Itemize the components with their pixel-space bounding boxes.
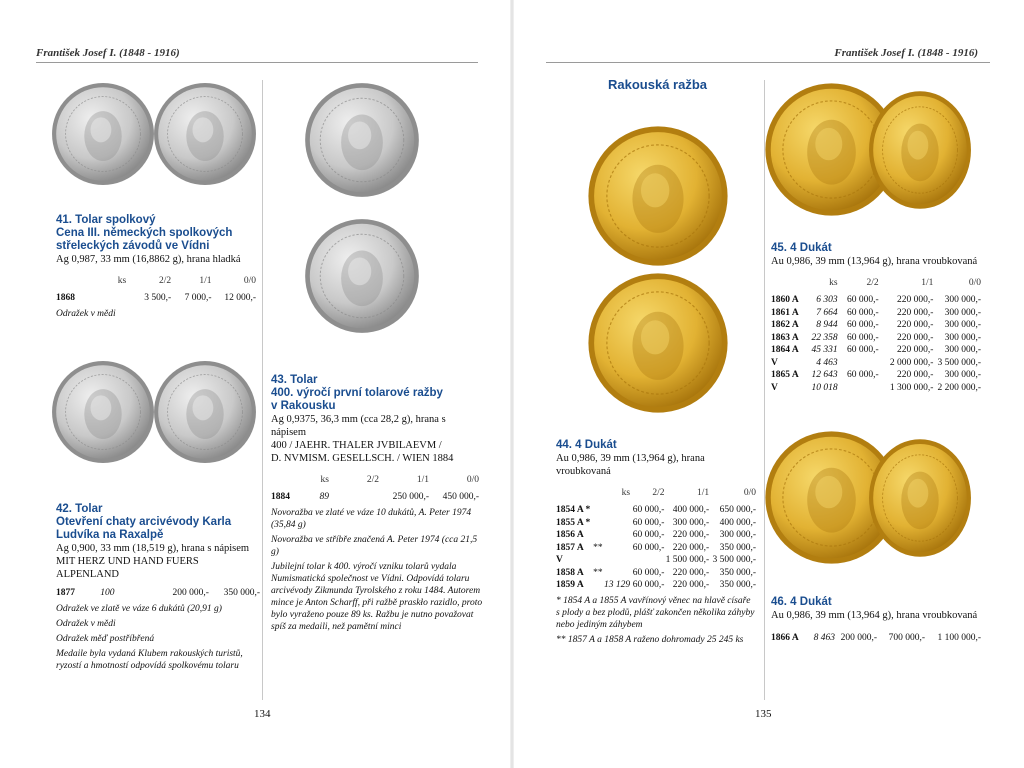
value-cell bbox=[592, 529, 604, 542]
entry-notes bbox=[556, 595, 756, 646]
entry-note: * 1854 A a 1855 A vavřínový věnec na hlavě císaře s plody a bez plodů, plášť zakončen několika záhyby nebo jediným záhybem bbox=[556, 595, 755, 630]
price-table bbox=[271, 475, 479, 504]
value-cell: 300 000,- bbox=[944, 307, 981, 318]
value-cell: 220 000,- bbox=[896, 295, 934, 305]
coin-43-obverse bbox=[304, 82, 420, 198]
year-cell: 1857 A bbox=[556, 542, 584, 553]
value-cell: 7 000,- bbox=[184, 293, 212, 303]
value-cell: 60 000,- bbox=[632, 580, 665, 590]
coin-41-reverse bbox=[153, 82, 257, 186]
value-cell: 13 129 bbox=[604, 580, 631, 590]
entry-note: Novoražba ve stříbře značená A. Peter 1974 (cca 21,5 g) bbox=[271, 534, 478, 557]
entry-spec: Au 0,986, 39 mm (13,964 g), hrana vroubkovaná bbox=[556, 453, 705, 477]
value-cell bbox=[98, 292, 126, 305]
table-row bbox=[771, 294, 981, 307]
entry-note: Jubilejní tolar k 400. výročí vzniku tolarů vydala Numismatická společnost ve Vídni. Odpovídá tolaru arcivévody Zikmunda Tyrolského z roku 1484. Autorem mince je Anton Scharff, při ražbě praskło razidlo, proto bylo vyraženo pouze 89 ks. Ražbu je nutno považovat spíš za medaili, než pamětní minci bbox=[271, 561, 483, 632]
section-title: Rakouská ražba bbox=[608, 77, 707, 92]
coin-46-reverse bbox=[868, 438, 972, 558]
value-cell: 400 000,- bbox=[672, 505, 710, 515]
table-row bbox=[771, 357, 981, 370]
entry-note: Novoražba ve zlaté ve váze 10 dukátů, A. Peter 1974 (35,84 g) bbox=[271, 507, 472, 530]
value-cell: 250 000,- bbox=[392, 492, 429, 502]
value-cell: 60 000,- bbox=[846, 320, 879, 330]
column-header bbox=[592, 488, 604, 504]
value-cell: 3 500 000,- bbox=[937, 357, 981, 368]
entry-title: 41. Tolar spolkový bbox=[56, 214, 156, 226]
value-cell: 220 000,- bbox=[672, 580, 710, 590]
coin-43-reverse bbox=[304, 218, 420, 334]
value-cell bbox=[82, 292, 98, 305]
value-cell: 45 331 bbox=[811, 345, 838, 355]
table-row bbox=[556, 529, 756, 542]
value-cell bbox=[592, 517, 604, 530]
value-cell: 4 463 bbox=[816, 357, 838, 368]
column-divider bbox=[262, 80, 263, 700]
entry-note: ** 1857 A a 1858 A raženo dohromady 25 245 ks bbox=[556, 634, 744, 645]
value-cell bbox=[592, 579, 604, 592]
value-cell bbox=[114, 587, 150, 600]
entry-44 bbox=[556, 439, 756, 646]
column-header bbox=[771, 278, 804, 294]
entry-45 bbox=[771, 242, 981, 394]
value-cell: 3 500 000,- bbox=[712, 555, 756, 565]
column-header: ks bbox=[621, 488, 631, 498]
year-cell: 1856 A bbox=[556, 530, 584, 540]
entry-subtitle: Cena III. německých spolkových bbox=[56, 227, 233, 239]
year-cell: 1863 A bbox=[771, 332, 799, 343]
column-header: 0/0 bbox=[743, 488, 756, 498]
value-cell: 220 000,- bbox=[896, 332, 934, 343]
entry-spec: 400 / JAEHR. THALER JVBILAEVM / bbox=[271, 440, 442, 451]
value-cell: ** bbox=[593, 567, 603, 578]
value-cell: 220 000,- bbox=[896, 307, 934, 318]
year-cell: V bbox=[556, 555, 563, 565]
year-cell: 1868 bbox=[56, 293, 75, 303]
entry-41 bbox=[56, 214, 256, 320]
table-row bbox=[556, 579, 756, 592]
value-cell: 300 000,- bbox=[944, 370, 981, 380]
value-cell: 220 000,- bbox=[672, 530, 710, 540]
value-cell: 22 358 bbox=[811, 332, 838, 343]
value-cell bbox=[604, 504, 630, 517]
price-table bbox=[56, 276, 256, 305]
entry-note: Odražek ve zlatě ve váze 6 dukátů (20,91 g) bbox=[56, 603, 222, 614]
value-cell: 6 303 bbox=[816, 295, 838, 305]
entry-title: 46. 4 Dukát bbox=[771, 596, 832, 608]
value-cell: 8 944 bbox=[816, 320, 838, 330]
value-cell: 3 500,- bbox=[144, 293, 172, 303]
value-cell: 400 000,- bbox=[719, 517, 756, 528]
entry-spec: Ag 0,987, 33 mm (16,8862 g), hrana hladká bbox=[56, 254, 241, 265]
column-header: 2/2 bbox=[652, 488, 665, 498]
value-cell: 7 664 bbox=[816, 307, 838, 318]
year-cell: 1877 bbox=[56, 588, 75, 598]
value-cell bbox=[604, 529, 630, 542]
year-cell: V bbox=[771, 357, 778, 368]
table-header-row bbox=[556, 488, 756, 504]
value-cell: 220 000,- bbox=[896, 370, 934, 380]
value-cell: 200 000,- bbox=[840, 633, 877, 643]
table-row bbox=[771, 369, 981, 382]
column-header: 1/1 bbox=[697, 488, 710, 498]
value-cell: 300 000,- bbox=[719, 530, 756, 540]
value-cell: 350 000,- bbox=[719, 542, 756, 553]
value-cell bbox=[838, 382, 879, 395]
value-cell: 220 000,- bbox=[896, 345, 934, 355]
value-cell: 1 300 000,- bbox=[889, 382, 934, 393]
table-header-row bbox=[771, 278, 981, 294]
value-cell bbox=[604, 542, 630, 555]
entry-notes bbox=[271, 507, 483, 633]
value-cell: ** bbox=[593, 542, 603, 553]
entry-notes bbox=[56, 603, 260, 672]
value-cell: 350 000,- bbox=[223, 588, 260, 598]
year-cell: 1861 A bbox=[771, 307, 799, 318]
value-cell bbox=[592, 504, 604, 517]
table-row bbox=[556, 542, 756, 555]
value-cell: 200 000,- bbox=[172, 588, 209, 598]
price-table bbox=[56, 587, 260, 600]
price-table bbox=[771, 278, 981, 394]
value-cell: 60 000,- bbox=[846, 307, 879, 318]
year-cell: 1859 A bbox=[556, 580, 584, 590]
year-cell: 1862 A bbox=[771, 320, 799, 330]
column-header: 1/1 bbox=[199, 276, 212, 286]
entry-spec: Ag 0,9375, 36,3 mm (cca 28,2 g), hrana s nápisem bbox=[271, 414, 446, 438]
page-number-left: 134 bbox=[254, 708, 271, 720]
table-header-row bbox=[271, 475, 479, 491]
value-cell bbox=[592, 554, 604, 567]
value-cell: 350 000,- bbox=[719, 580, 756, 590]
value-cell: 60 000,- bbox=[632, 567, 665, 578]
column-header: 1/1 bbox=[416, 475, 429, 485]
value-cell: 300 000,- bbox=[944, 295, 981, 305]
page-number-right: 135 bbox=[755, 708, 772, 720]
value-cell: 60 000,- bbox=[632, 517, 665, 528]
entry-note: Odražek měď postříbřená bbox=[56, 633, 155, 644]
value-cell bbox=[838, 357, 879, 370]
entry-note: Odražek v mědi bbox=[56, 308, 116, 319]
table-row bbox=[771, 382, 981, 395]
entry-43 bbox=[271, 374, 483, 633]
year-cell: 1865 A bbox=[771, 370, 799, 380]
table-row bbox=[771, 344, 981, 357]
value-cell: 60 000,- bbox=[632, 542, 665, 553]
entry-spec: Ag 0,900, 33 mm (18,519 g), hrana s nápisem bbox=[56, 543, 250, 554]
entry-title: 44. 4 Dukát bbox=[556, 439, 617, 451]
value-cell: 12 000,- bbox=[224, 293, 256, 303]
column-header bbox=[556, 488, 592, 504]
value-cell bbox=[604, 517, 630, 530]
column-header bbox=[271, 475, 297, 491]
value-cell: 350 000,- bbox=[719, 567, 756, 578]
value-cell: 220 000,- bbox=[896, 320, 934, 330]
value-cell: 60 000,- bbox=[846, 370, 879, 380]
year-cell: 1864 A bbox=[771, 345, 799, 355]
coin-42-obverse bbox=[51, 360, 155, 464]
coin-42-reverse bbox=[153, 360, 257, 464]
column-header: 2/2 bbox=[866, 278, 879, 288]
column-header: ks bbox=[320, 475, 329, 485]
running-head-left: František Josef I. (1848 - 1916) bbox=[36, 47, 180, 59]
value-cell: 60 000,- bbox=[846, 332, 879, 343]
entry-title: 42. Tolar bbox=[56, 503, 103, 515]
column-header: 2/2 bbox=[366, 475, 379, 485]
entry-note: Odražek v mědi bbox=[56, 618, 116, 629]
column-header bbox=[56, 276, 82, 292]
value-cell: 60 000,- bbox=[632, 530, 665, 540]
column-header: 1/1 bbox=[921, 278, 934, 288]
value-cell: 300 000,- bbox=[944, 332, 981, 343]
value-cell bbox=[83, 587, 92, 600]
value-cell bbox=[329, 491, 379, 504]
column-header: ks bbox=[117, 276, 127, 286]
header-rule bbox=[546, 62, 990, 63]
entry-46 bbox=[771, 596, 981, 645]
value-cell: 60 000,- bbox=[846, 345, 879, 355]
entry-subtitle: v Rakousku bbox=[271, 400, 336, 412]
table-row bbox=[771, 319, 981, 332]
table-row bbox=[56, 587, 260, 600]
value-cell: 1 500 000,- bbox=[665, 555, 710, 565]
value-cell: 10 018 bbox=[811, 382, 838, 393]
entry-spec: D. NVMISM. GESELLSCH. / WIEN 1884 bbox=[271, 453, 454, 464]
column-header: 0/0 bbox=[243, 276, 256, 286]
entry-notes bbox=[56, 308, 256, 320]
table-row bbox=[771, 307, 981, 320]
value-cell: 2 200 000,- bbox=[937, 382, 981, 393]
entry-spec: Au 0,986, 39 mm (13,964 g), hrana vroubkovaná bbox=[771, 256, 978, 267]
value-cell bbox=[297, 491, 307, 504]
value-cell: 700 000,- bbox=[888, 633, 925, 643]
column-header: ks bbox=[829, 278, 838, 288]
coin-45-reverse bbox=[868, 90, 972, 210]
price-table bbox=[771, 632, 981, 645]
value-cell: 89 bbox=[319, 492, 329, 502]
entry-subtitle: střeleckých závodů ve Vídni bbox=[56, 240, 210, 252]
value-cell: 220 000,- bbox=[672, 542, 710, 553]
table-row bbox=[556, 567, 756, 580]
value-cell: 300 000,- bbox=[672, 517, 710, 528]
table-row bbox=[556, 504, 756, 517]
running-head-right: František Josef I. (1848 - 1916) bbox=[834, 47, 978, 59]
table-header-row bbox=[56, 276, 256, 292]
column-header: 0/0 bbox=[968, 278, 981, 288]
coin-44-obverse bbox=[587, 125, 729, 267]
year-cell: 1884 bbox=[271, 492, 290, 502]
value-cell: 60 000,- bbox=[846, 295, 879, 305]
value-cell: 220 000,- bbox=[672, 567, 710, 578]
table-row bbox=[271, 491, 479, 504]
value-cell: 12 643 bbox=[811, 370, 838, 380]
column-header: 2/2 bbox=[159, 276, 172, 286]
entry-subtitle: 400. výročí první tolarové ražby bbox=[271, 387, 443, 399]
price-table bbox=[556, 488, 756, 592]
value-cell: 1 100 000,- bbox=[937, 633, 981, 643]
value-cell: 300 000,- bbox=[944, 320, 981, 330]
table-row bbox=[771, 332, 981, 345]
year-cell: 1855 A * bbox=[556, 517, 591, 528]
year-cell: 1866 A bbox=[771, 633, 799, 643]
column-header bbox=[297, 475, 307, 491]
value-cell: 2 000 000,- bbox=[889, 357, 934, 368]
entry-spec: MIT HERZ UND HAND FUERS ALPENLAND bbox=[56, 556, 199, 580]
column-header: 0/0 bbox=[466, 475, 479, 485]
table-row bbox=[556, 517, 756, 530]
table-row bbox=[56, 292, 256, 305]
value-cell: 650 000,- bbox=[719, 505, 756, 515]
table-row bbox=[771, 632, 981, 645]
entry-title: 43. Tolar bbox=[271, 374, 318, 386]
year-cell: 1858 A bbox=[556, 567, 584, 578]
value-cell bbox=[604, 554, 630, 567]
value-cell: 450 000,- bbox=[442, 492, 479, 502]
entry-note: Medaile byla vydaná Klubem rakouských turistů, ryzostí a hmotností odpovídá spolkovému tolaru bbox=[56, 648, 243, 671]
coin-41-obverse bbox=[51, 82, 155, 186]
entry-subtitle: Ludvíka na Raxalpě bbox=[56, 529, 164, 541]
entry-subtitle: Otevření chaty arcivévody Karla bbox=[56, 516, 232, 528]
entry-spec: Au 0,986, 39 mm (13,964 g), hrana vroubkovaná bbox=[771, 610, 978, 621]
value-cell bbox=[630, 554, 664, 567]
value-cell: 300 000,- bbox=[944, 345, 981, 355]
entry-42 bbox=[56, 503, 260, 672]
header-rule bbox=[36, 62, 478, 63]
year-cell: 1854 A * bbox=[556, 505, 591, 515]
column-header bbox=[82, 276, 98, 292]
entry-title: 45. 4 Dukát bbox=[771, 242, 832, 254]
value-cell bbox=[604, 567, 630, 580]
value-cell: 60 000,- bbox=[632, 505, 665, 515]
coin-44-reverse bbox=[587, 272, 729, 414]
value-cell: 8 463 bbox=[813, 633, 835, 643]
year-cell: 1860 A bbox=[771, 295, 799, 305]
value-cell: 100 bbox=[100, 588, 115, 598]
year-cell: V bbox=[771, 382, 778, 393]
table-row bbox=[556, 554, 756, 567]
